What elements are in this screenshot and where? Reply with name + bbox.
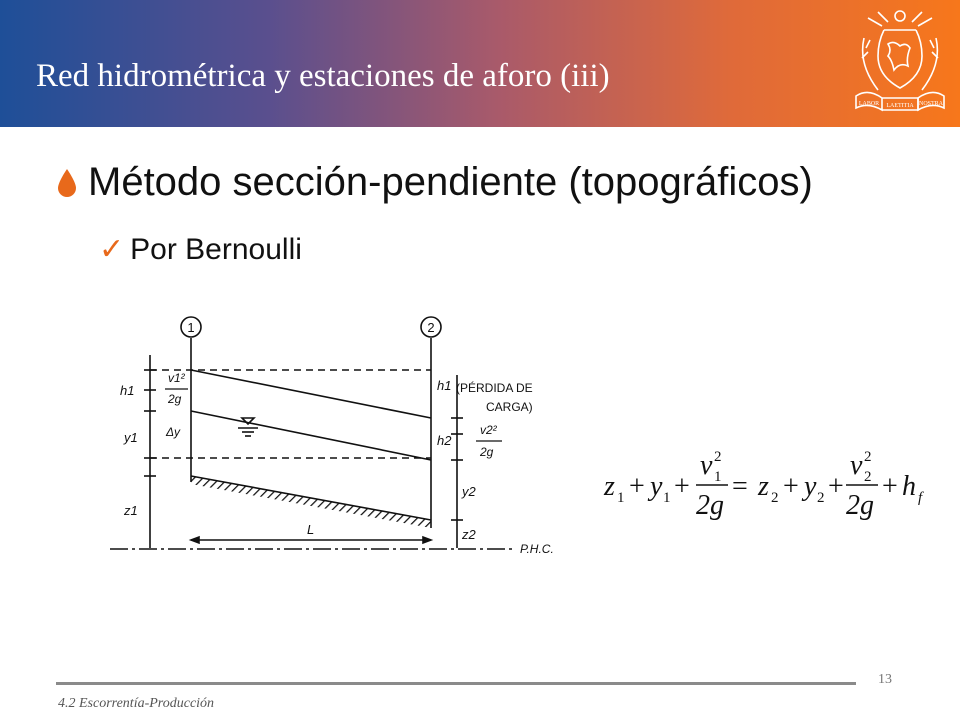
footer-divider <box>56 682 856 685</box>
eq-2g-right: 2g <box>846 490 874 520</box>
crest-banner-mid: LAETITIA <box>886 103 914 109</box>
bernoulli-channel-diagram <box>100 300 570 570</box>
eq-z1: z <box>604 471 615 502</box>
svg-text:+: + <box>828 471 844 502</box>
slide-title: Red hidrométrica y estaciones de aforo (iii) <box>36 58 610 94</box>
svg-text:+: + <box>674 471 690 502</box>
university-crest-icon <box>848 4 952 122</box>
sub-bullet-text: Por Bernoulli <box>130 233 302 266</box>
svg-text:+: + <box>882 471 898 502</box>
channel-bed-hatching <box>191 476 431 528</box>
section-2-label: 2 <box>427 320 435 335</box>
datum-label: P.H.C. <box>520 542 554 556</box>
check-mark-icon: ✓ <box>99 232 125 267</box>
svg-text:2: 2 <box>817 490 825 506</box>
footer-section-label: 4.2 Escorrentía-Producción <box>58 696 215 711</box>
length-label: L <box>307 522 315 537</box>
sub-bullet <box>99 233 302 267</box>
h1-left-label: h1 <box>120 383 135 398</box>
eq-v2: v <box>850 450 863 481</box>
eq-2g-left: 2g <box>696 490 724 520</box>
eq-f: f <box>918 490 923 506</box>
slide-header <box>0 0 960 127</box>
eq-z2: z <box>758 471 769 502</box>
y1-label: y1 <box>124 430 138 445</box>
svg-text:2: 2 <box>714 449 722 465</box>
svg-text:2: 2 <box>771 490 779 506</box>
eq-h: h <box>902 471 916 502</box>
h2-label: h2 <box>437 433 452 448</box>
z2-label: z2 <box>462 527 476 542</box>
page-number: 13 <box>878 672 892 687</box>
z1-label: z1 <box>124 503 138 518</box>
crest-banner-left: LABOR <box>858 101 880 107</box>
water-drop-icon <box>56 168 78 198</box>
delta-y-label: Δy <box>166 425 181 439</box>
svg-text:=: = <box>732 471 748 502</box>
eq-y2: y <box>804 471 817 502</box>
svg-text:+: + <box>783 471 799 502</box>
eq-y1: y <box>650 471 663 502</box>
svg-text:1: 1 <box>663 490 671 506</box>
v2-fraction-denominator: 2g <box>480 445 494 459</box>
svg-text:2: 2 <box>864 469 872 485</box>
h1-right-label: h1 <box>437 378 452 393</box>
svg-text:+: + <box>629 471 645 502</box>
eq-v1: v <box>700 450 713 481</box>
svg-text:1: 1 <box>714 469 722 485</box>
bernoulli-equation <box>600 448 930 520</box>
section-1-label: 1 <box>187 320 195 335</box>
v2-fraction-numerator: v2² <box>480 423 497 437</box>
svg-text:1: 1 <box>617 490 625 506</box>
perdida-label-line2: CARGA) <box>486 400 533 414</box>
v1-fraction-numerator: v1² <box>168 371 185 385</box>
v1-fraction-denominator: 2g <box>168 392 182 406</box>
perdida-label-line1: (PÉRDIDA DE <box>456 381 533 395</box>
svg-text:2: 2 <box>864 449 872 465</box>
crest-banner-right: NOSTRA <box>918 101 944 107</box>
main-bullet <box>56 160 813 205</box>
main-bullet-text: Método sección-pendiente (topográficos) <box>88 160 813 204</box>
y2-label: y2 <box>462 484 476 499</box>
